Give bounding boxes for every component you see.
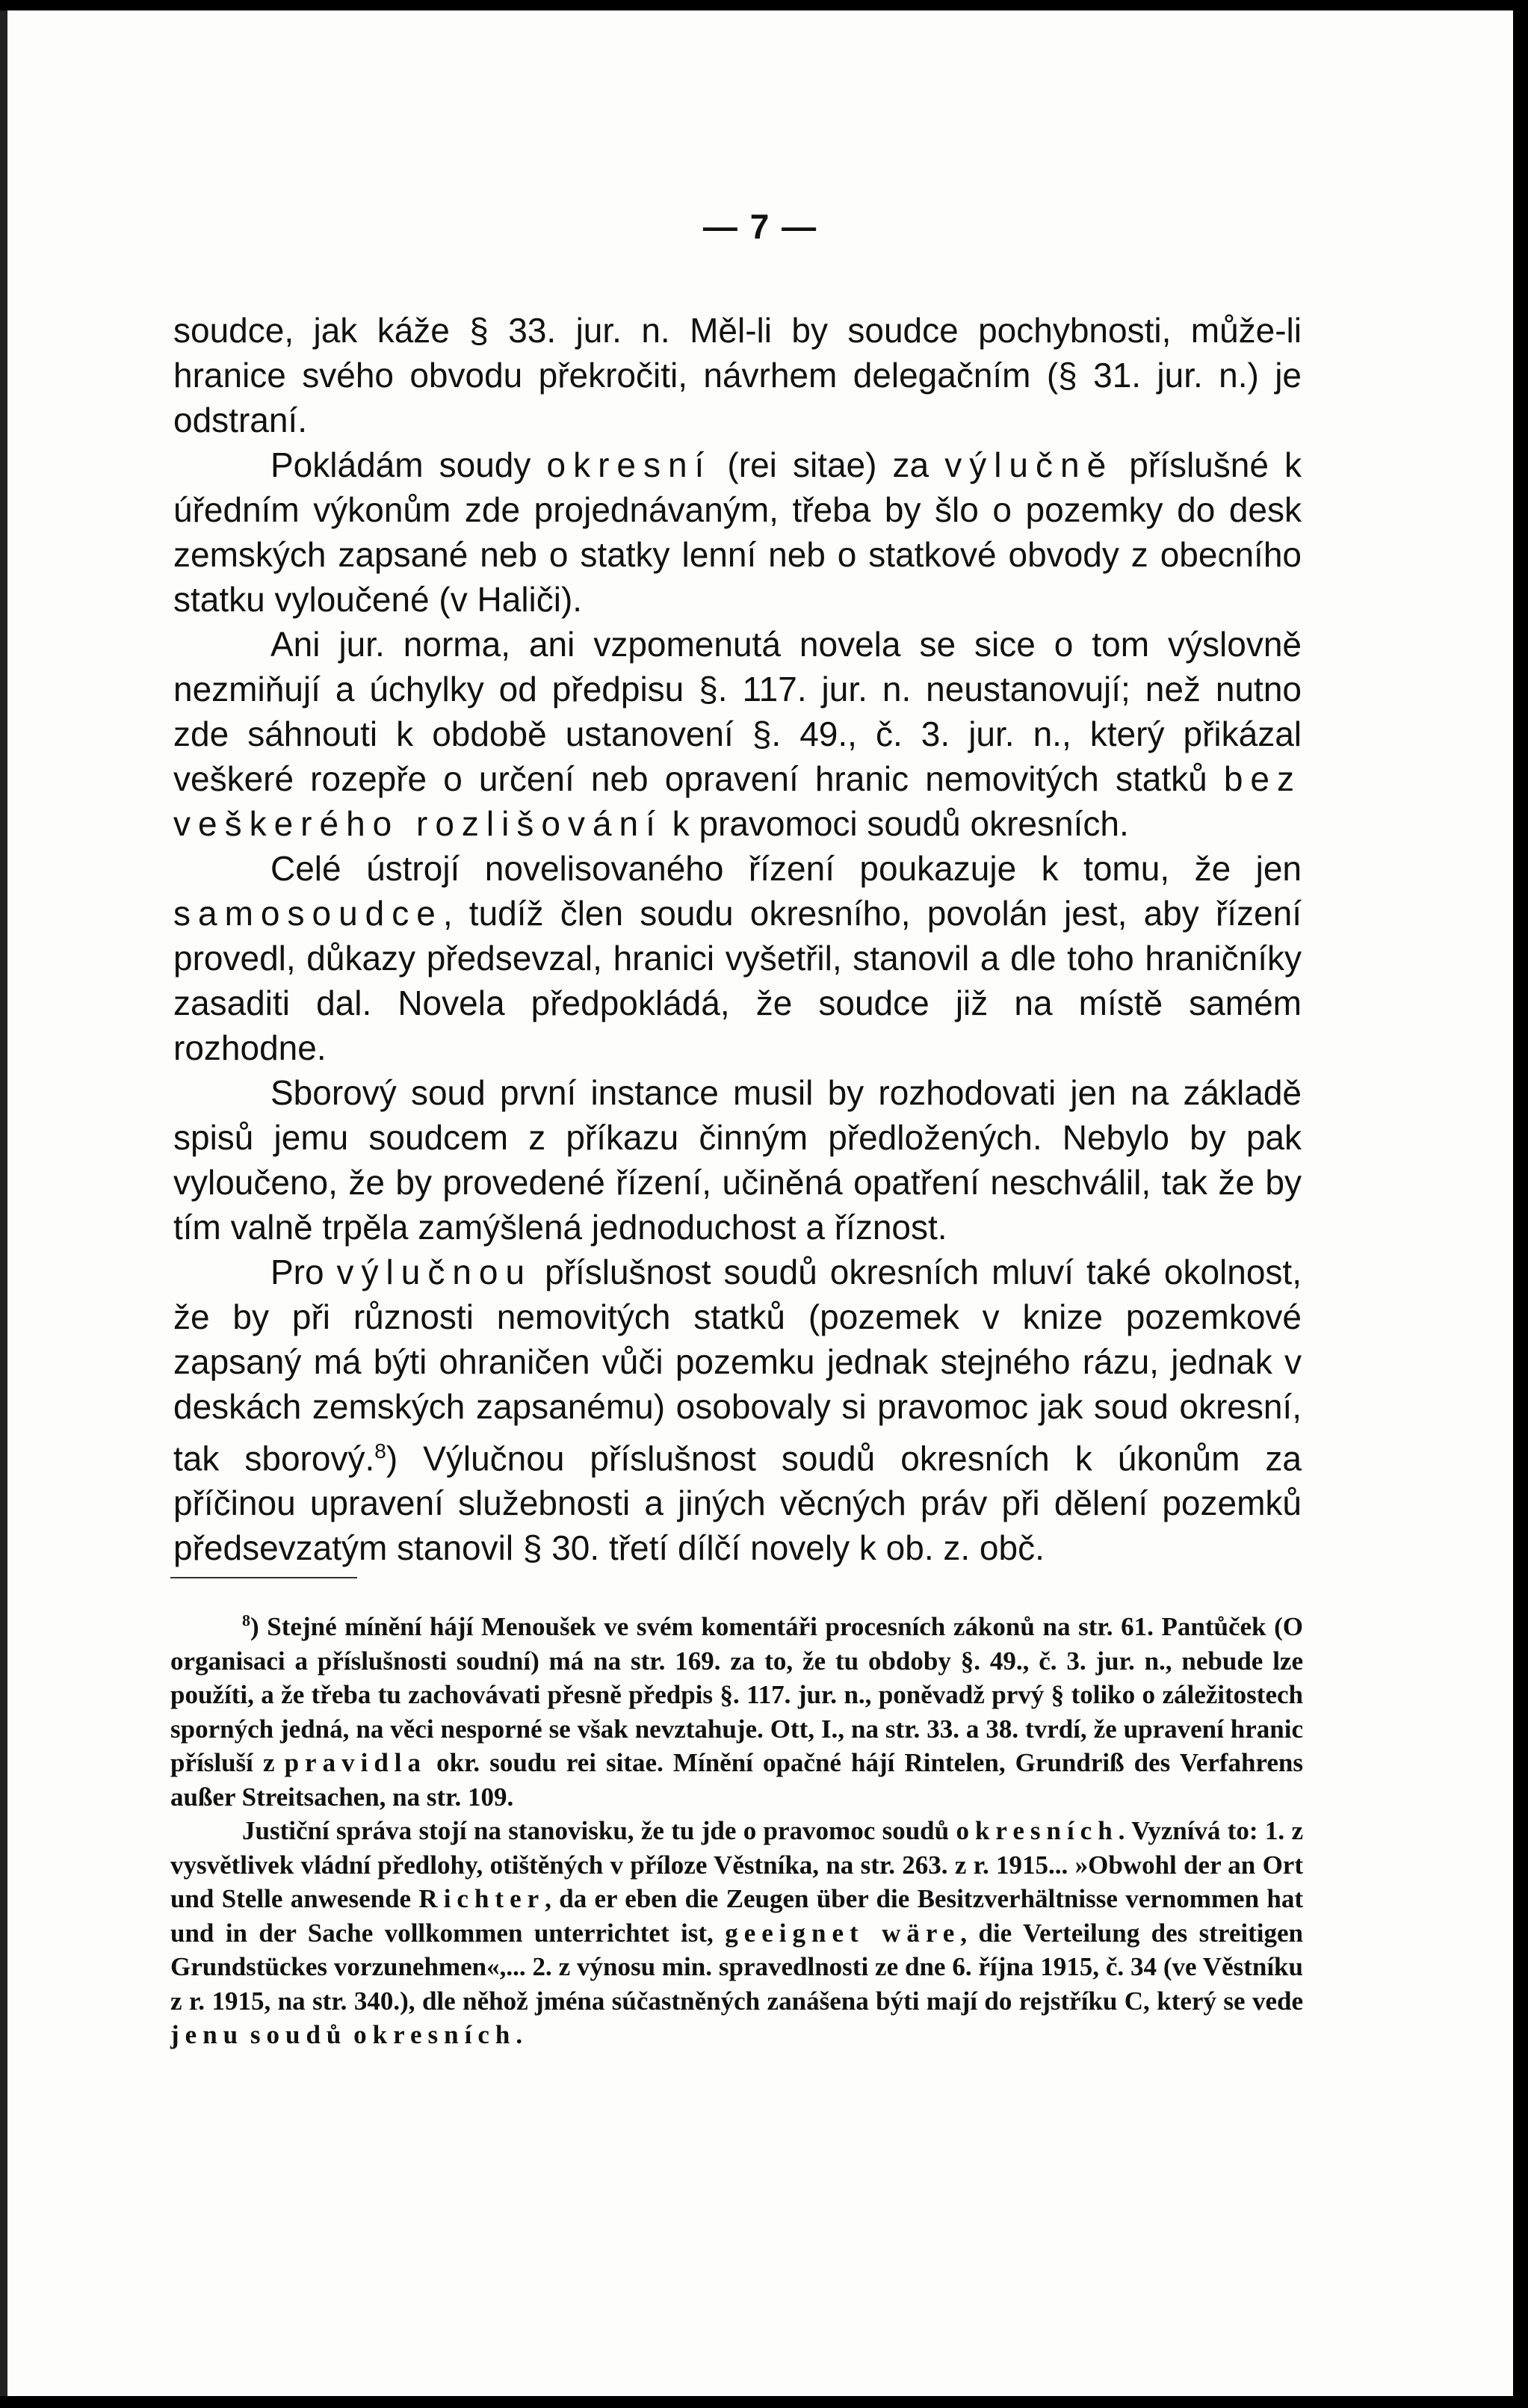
footnote-text (244, 2020, 250, 2049)
spaced-emphasis: okresních (956, 1816, 1119, 1845)
footnote-text: . Vyznívá to: 1. z vysvětlivek vládní předlohy, otištěných v příloze Věstníka, na str. 263. z r. 1915... »Obwohl der an Ort und Stelle anwesende (170, 1816, 1304, 1913)
paragraph-text: k pravomoci soudů okresních. (662, 804, 1129, 843)
spaced-emphasis: soudů (250, 2020, 347, 2049)
paragraph (173, 308, 1302, 442)
paragraph (173, 846, 1302, 1070)
footnote-text: , da er eben die Zeugen über die Besitzverhältnisse vernommen hat und in der Sache vollkommen unterrichtet ist, (170, 1884, 1303, 1948)
footnote-text: Justiční správa stojí na stanovisku, že tu jde o pravomoc soudů (242, 1816, 956, 1845)
page-number: — 7 — (702, 207, 818, 246)
spaced-emphasis: bez veškerého rozlišování (173, 759, 1302, 843)
paragraph-text: Pro (270, 1253, 337, 1291)
footnotes (170, 1610, 1303, 2052)
footnote-text (347, 2020, 353, 2049)
paragraph-text: , tudíž člen soudu okresního, povolán jest, aby řízení provedl, důkazy předsevzal, hranici vyšetřil, stanovil a dle toho hraničníky zasaditi dal. Novela předpokládá, že soudce již na místě samém rozhodne. (173, 894, 1302, 1067)
paragraph (173, 622, 1302, 846)
spaced-emphasis: samosoudce (173, 894, 443, 933)
spaced-emphasis: výlučně (944, 445, 1114, 484)
footnote-reference[interactable]: 8 (374, 1439, 386, 1463)
scan-edge-top (0, 0, 1528, 10)
paragraph-text: (rei sitae) za (711, 445, 945, 484)
footnote (170, 1610, 1303, 1814)
scan-edge-bottom (0, 2396, 1528, 2408)
spaced-emphasis: okresní (546, 445, 712, 484)
spaced-emphasis: okresních (353, 2020, 516, 2049)
paragraph (173, 1250, 1302, 1570)
paragraph-text: soudce, jak káže § 33. jur. n. Měl-li by soudce pochybnosti, může-li hranice svého obvodu překročiti, návrhem delegačním (§ 31. jur. n.) je odstraní. (173, 311, 1302, 439)
footnote-marker: 8 (242, 1611, 250, 1630)
paragraph-text: Ani jur. norma, ani vzpomenutá novela se sice o tom výslovně nezmiňují a úchylky od předpisu §. 117. jur. n. neustanovují; než nutno zde sáhnouti k obdobě ustanovení §. 49., č. 3. jur. n., který přikázal veškeré rozepře o určení neb opravení hranic nemovitých statků (173, 625, 1302, 798)
scan-edge-left (0, 0, 7, 2408)
spaced-emphasis: geeignet wäre (725, 1918, 961, 1948)
paragraph-text: příslušnost soudů okresních mluví také okolnost, že by při různosti nemovitých statků (pozemek v knize pozemkové zapsaný má býti ohraničen vůči pozemku jednak stejného rázu, jednak v deskách zemských zapsanému) osobovaly si pravomoc jak soud okresní, tak sborový. (173, 1253, 1302, 1478)
footnote-text: , die Verteilung des streitigen Grundstückes vorzunehmen«,... 2. z výnosu min. spravedlnosti ze dne 6. října 1915, č. 34 (ve Věstníku z r. 1915, na str. 340.), dle něhož jména súčastněných zanášena býti mají do rejstříku C, který se vede (170, 1918, 1303, 2016)
paragraph-text: ) Výlučnou příslušnost soudů okresních k úkonům za příčinou upravení služebnosti a jiných věcných práv při dělení pozemků předsevzatým stanovil § 30. třetí dílčí novely k ob. z. obč. (173, 1439, 1302, 1568)
paragraph-text: Sborový soud první instance musil by rozhodovati jen na základě spisů jemu soudcem z příkazu činným předložených. Nebylo by pak vyloučeno, že by provedené řízení, učiněná opatření neschválil, tak že by tím valně trpěla zamýšlená jednoduchost a říznost. (173, 1073, 1302, 1247)
paragraph (173, 442, 1302, 622)
footnote-continuation (170, 1814, 1303, 2052)
paragraph (173, 1070, 1302, 1250)
page (7, 10, 1513, 2396)
scan-edge-right (1513, 0, 1528, 2408)
footnote-divider (170, 1577, 357, 1578)
paragraph-text: příslušné k úředním výkonům zde projednávaným, třeba by šlo o pozemky do desk zemských zapsané neb o statky lenní neb o statkové obvody z obecního statku vyloučené (v Haliči). (173, 445, 1302, 619)
paragraph-text: Pokládám soudy (270, 445, 547, 484)
body-text (173, 308, 1302, 1570)
spaced-emphasis: jenu (170, 2020, 244, 2049)
spaced-emphasis: pravidla (284, 1748, 427, 1777)
paragraph-text: Celé ústrojí novelisovaného řízení poukazuje k tomu, že jen (270, 849, 1302, 888)
footnote-text: . (516, 2020, 523, 2049)
footnote-text: ) Stejné mínění hájí Menoušek ve svém komentáři procesních zákonů na str. 61. Pantůček (O organisaci a příslušnosti soudní) má na str. 169. za to, že tu obdoby §. 49., č. 3. jur. n., nebude lze použíti, a že třeba tu zachovávati přesně předpis §. 117. jur. n., poněvadž prvý § toliko o záležitostech sporných jedná, na věci nesporné se však nevztahuje. Ott, I., na str. 33. a 38. tvrdí, že upravení hranic přísluší z (170, 1612, 1303, 1777)
footnote-text: okr. soudu rei sitae. Mínění opačné hájí Rintelen, Grundriß des Verfahrens außer Streitsachen, na str. 109. (170, 1748, 1303, 1812)
spaced-emphasis: Richter (418, 1884, 545, 1913)
spaced-emphasis: výlučnou (336, 1253, 533, 1291)
